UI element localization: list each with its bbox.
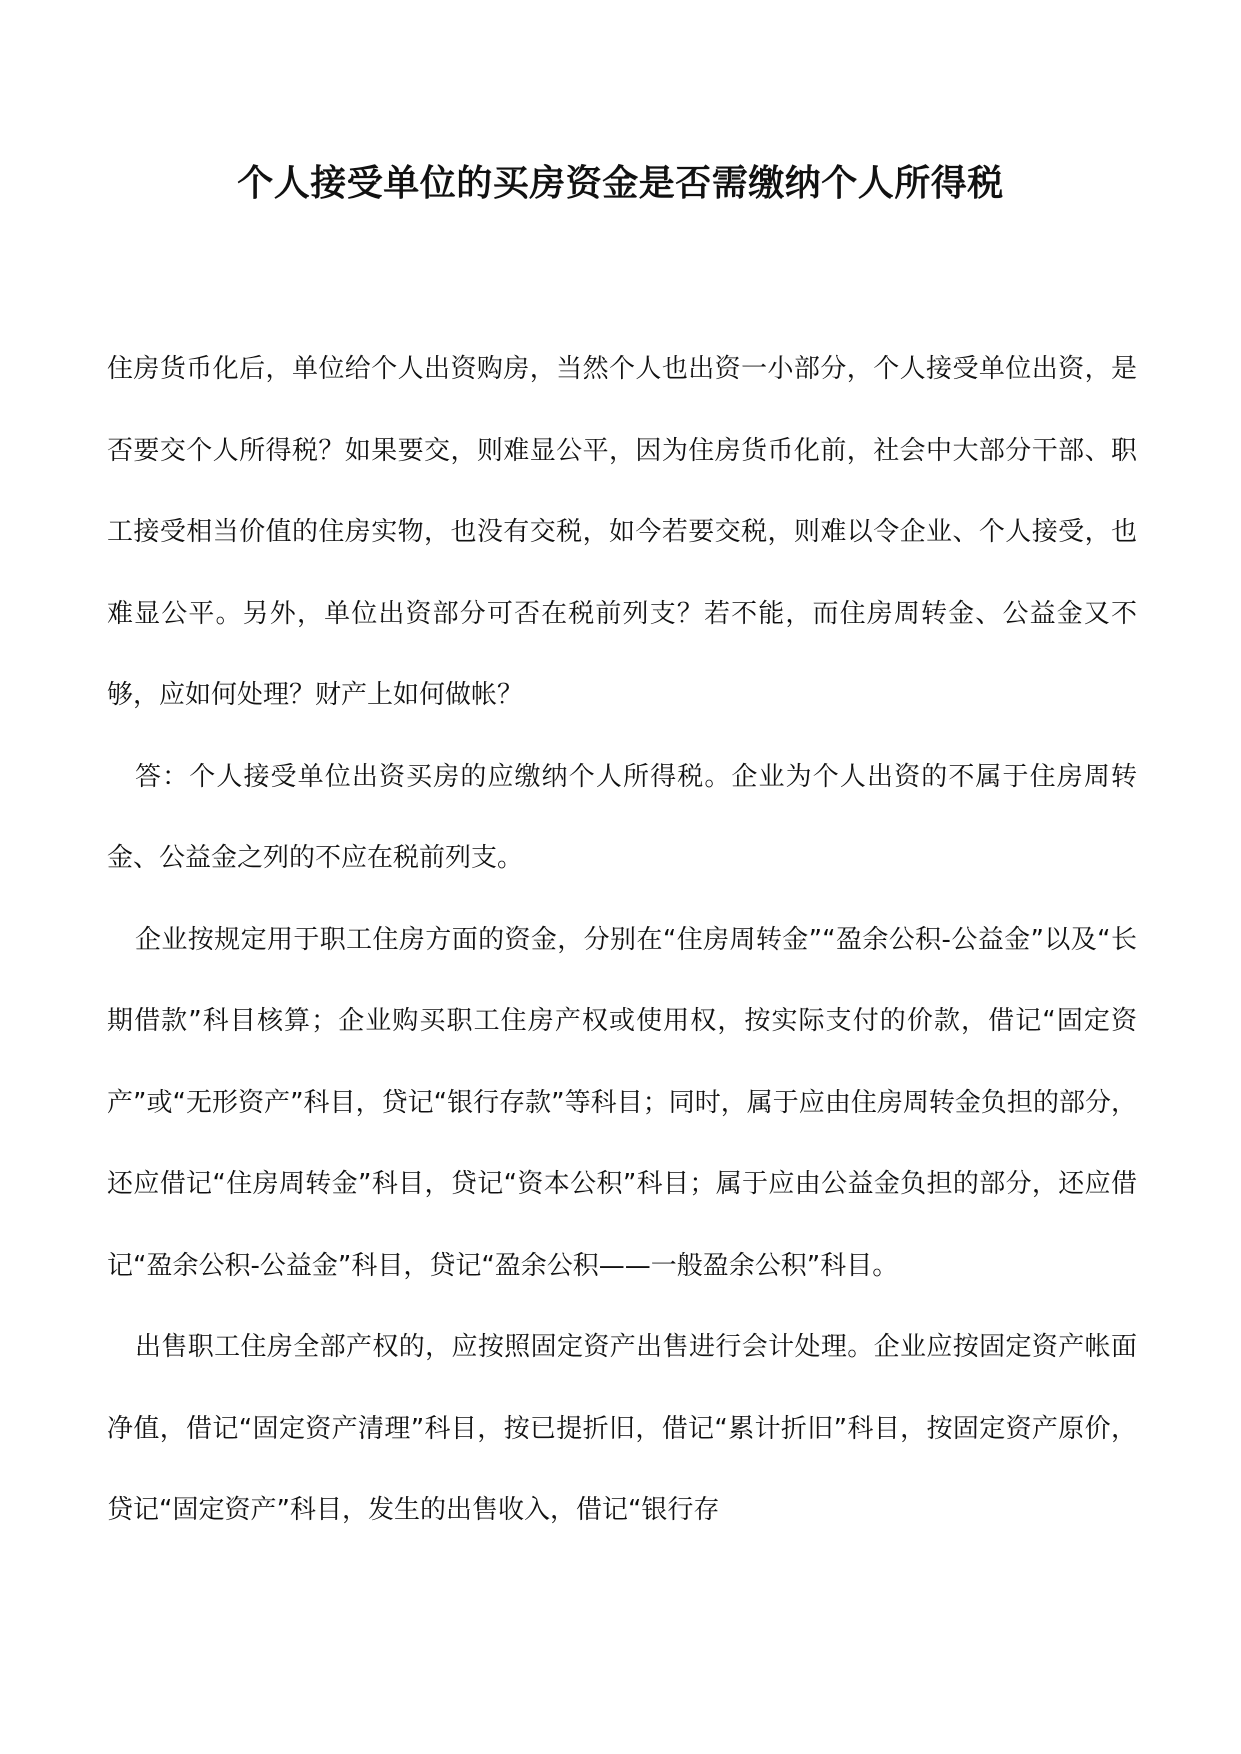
paragraph-accounting: 企业按规定用于职工住房方面的资金，分别在“住房周转金”“盈余公积-公益金”以及“长期借款”科目核算；企业购买职工住房产权或使用权，按实际支付的价款，借记“固定资产”或“无形资产”科目，贷记“银行存款”等科目；同时，属于应由住房周转金负担的部分，还应借记“住房周转金”科目，贷记“资本公积”科目；属于应由公益金负担的部分，还应借记“盈余公积-公益金”科目，贷记“盈余公积——一般盈余公积”科目。	[107, 924, 1137, 1281]
document-title: 个人接受单位的买房资金是否需缴纳个人所得税	[237, 162, 1004, 204]
document-body	[107, 329, 1137, 1552]
paragraph-question: 住房货币化后，单位给个人出资购房，当然个人也出资一小部分，个人接受单位出资，是否要交个人所得税？如果要交，则难显公平，因为住房货币化前，社会中大部分干部、职工接受相当价值的住房实物，也没有交税，如今若要交税，则难以令企业、个人接受，也难显公平。另外，单位出资部分可否在税前列支？若不能，而住房周转金、公益金又不够，应如何处理？财产上如何做帐？	[107, 354, 1137, 710]
paragraph-answer: 答：个人接受单位出资买房的应缴纳个人所得税。企业为个人出资的不属于住房周转金、公益金之列的不应在税前列支。	[107, 761, 1137, 873]
paragraph-sale: 出售职工住房全部产权的，应按照固定资产出售进行会计处理。企业应按固定资产帐面净值，借记“固定资产清理”科目，按已提折旧，借记“累计折旧”科目，按固定资产原价，贷记“固定资产”科目，发生的出售收入，借记“银行存	[107, 1332, 1137, 1525]
